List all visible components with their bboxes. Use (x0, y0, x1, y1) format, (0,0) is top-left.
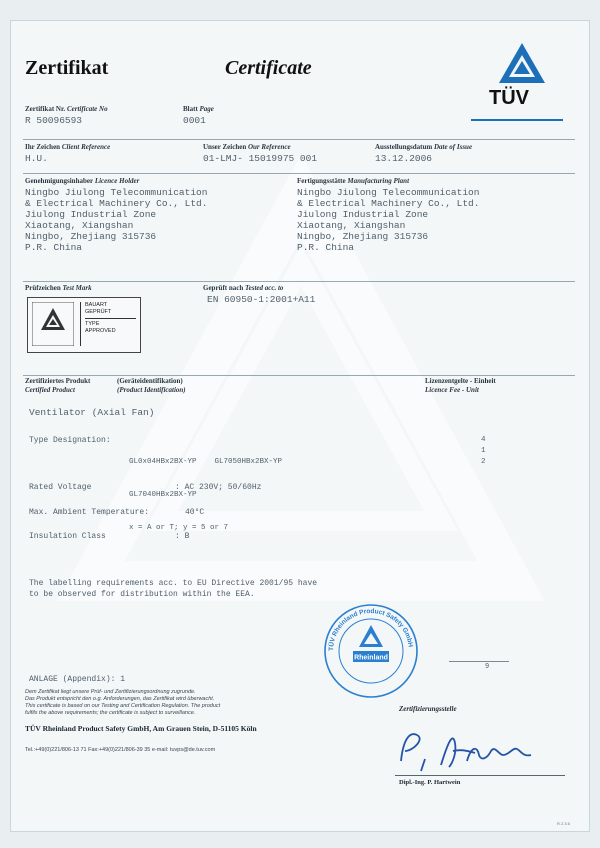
issue-date-value: 13.12.2006 (375, 153, 433, 164)
title-de: Zertifikat (25, 57, 109, 79)
fee-total: 9 (485, 663, 490, 671)
tested-acc-value: EN 60950-1:2001+A11 (207, 294, 316, 305)
rated-voltage-label: Rated Voltage (29, 483, 92, 492)
licence-holder-address: Ningbo Jiulong Telecommunication & Electrical Machinery Co., Ltd. Jiulong Industrial Zone Xiaotang, Xiangshan Ningbo, Zhejiang 315736 P.R. China (25, 187, 208, 253)
signatory-name: Dipl.-Ing. P. Hartwein (399, 779, 461, 786)
tuv-mark-triangle-icon (32, 302, 74, 346)
appendix-line: ANLAGE (Appendix): 1 (29, 675, 126, 684)
mark-line-2: GEPRÜFT (85, 308, 112, 315)
tuv-logo-text: TÜV (489, 87, 529, 109)
company-address-line: TÜV Rheinland Product Safety GmbH, Am Grauen Stein, D-51105 Köln (25, 724, 257, 733)
licence-holder-label: Genehmigungsinhaber Licence Holder (25, 177, 140, 185)
manufacturing-plant-address: Ningbo Jiulong Telecommunication & Electrical Machinery Co., Ltd. Jiulong Industrial Zone Xiaotang, Xiangshan Ningbo, Zhejiang 315736 P.R. China (297, 187, 480, 253)
type-designation-values: GL0x04HBx2BX-YP GL7050HBx2BX-YP GL7040HBx2BX-YP x = A or T; y = 5 or 7 (129, 458, 283, 532)
tuv-triangle-icon (477, 39, 567, 89)
eu-directive-note: The labelling requirements acc. to EU Directive 2001/95 have to be observed for distribution within the EEA. (29, 579, 318, 599)
ambient-temp-value: 40°C (185, 508, 205, 517)
mark-line-4: APPROVED (85, 327, 116, 334)
product-identification-label: (Geräteidentifikation) (Product Identification) (117, 377, 186, 394)
our-ref-label: Unser Zeichen Our Reference (203, 143, 291, 151)
stamp-ring-text: TÜV Rheinland Product Safety GmbH (327, 607, 414, 652)
stamp-center-text: Rheinland (354, 654, 388, 662)
fee-unit-values: 4 1 2 (481, 436, 486, 466)
product-name: Ventilator (Axial Fan) (29, 407, 155, 418)
tested-acc-label: Geprüft nach Tested acc. to (203, 284, 284, 292)
issue-date-label: Ausstellungsdatum Date of Issue (375, 143, 473, 151)
contact-line: Tel.:+49(0)221/806-13 71 Fax:+49(0)221/806-39 35 e-mail: tuvps@de.tuv.com (25, 747, 216, 753)
cert-no-label: Zertifikat Nr. Certificate No (25, 105, 108, 113)
insulation-class-label: Insulation Class (29, 532, 106, 541)
client-ref-label: Ihr Zeichen Client Reference (25, 143, 111, 151)
licence-fee-label: Lizenzentgelte - Einheit Licence Fee - Unit (425, 377, 496, 394)
insulation-class-value: : B (175, 532, 190, 541)
certificate-sheet (10, 20, 590, 832)
certification-body-label: Zertifizierungsstelle (399, 705, 457, 713)
page-value: 0001 (183, 115, 206, 126)
client-ref-value: H.U. (25, 153, 48, 164)
signature-text (399, 753, 404, 754)
mark-line-1: BAUART (85, 302, 108, 308)
cert-no-value: R 50096593 (25, 115, 83, 126)
rated-voltage-value: : AC 230V; 50/60Hz (175, 483, 262, 492)
page-label: Blatt Page (183, 105, 214, 113)
ambient-temp-label: Max. Ambient Temperature: (29, 508, 150, 517)
test-mark-box (27, 297, 141, 353)
our-ref-value: 01-LMJ- 15019975 001 (203, 153, 318, 164)
signature-scrawl (391, 721, 551, 779)
test-mark-label: Prüfzeichen Test Mark (25, 284, 92, 292)
title-en: Certificate (225, 57, 312, 79)
footer-code: R 2.3.6 (557, 821, 570, 826)
tuv-rheinland-stamp (323, 603, 419, 699)
type-designation-label: Type Designation: (29, 436, 111, 445)
mark-line-3: TYPE (85, 321, 100, 327)
tuv-logo (477, 39, 567, 113)
certified-product-label: Zertifiziertes Produkt Certified Product (25, 377, 91, 394)
manufacturing-plant-label: Fertigungsstätte Manufacturing Plant (297, 177, 410, 185)
regulation-small-print: Dem Zertifikat liegt unsere Prüf- und Zertifizierungsordnung zugrunde. Das Produkt entspricht den o.g. Anforderungen, das Zertifikat wird überwacht. This certificate is based on our Testing and Certification Regulation. The product fulfils the above requirements; the certificate is subject to surveillance. (25, 689, 221, 716)
